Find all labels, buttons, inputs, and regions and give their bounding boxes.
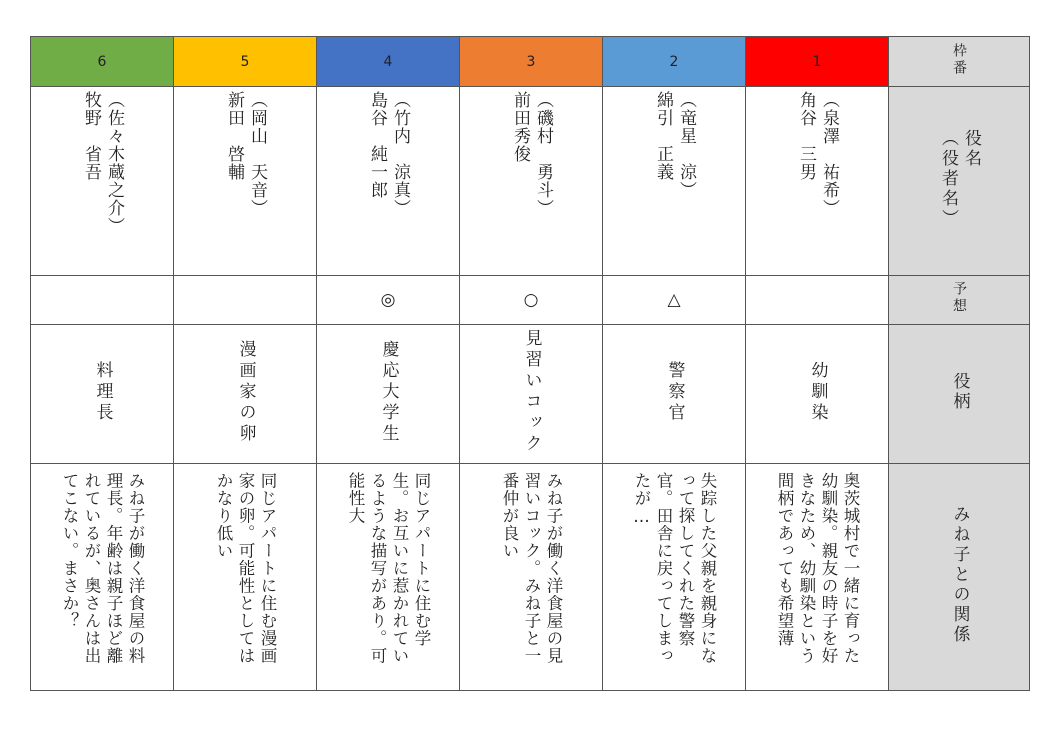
- frame-number: 5: [240, 53, 250, 70]
- header-relation-cell: [889, 464, 1030, 691]
- prediction-cell: [31, 276, 174, 325]
- actor-name: （泉澤 祐希）: [819, 91, 839, 217]
- role-text: 料理長: [92, 360, 113, 424]
- relation-cell: [31, 464, 174, 691]
- role-cell: [174, 325, 317, 464]
- actor-name: （竜星 涼）: [676, 91, 696, 199]
- relation-wrap: [174, 464, 316, 690]
- prediction-mark: ◎: [380, 290, 396, 310]
- prediction-row: [31, 276, 1030, 325]
- cast-wrap: [31, 87, 173, 275]
- role-text: 見習いコック: [521, 329, 542, 455]
- frame-number: 3: [526, 53, 536, 70]
- relation-text: みね子が働く洋食屋の料理長。年齢は親子ほど離れているが、奥さんは出てこない。まさか？: [60, 472, 145, 665]
- frame-number-cell: [603, 37, 746, 87]
- frame-number-cell: [460, 37, 603, 87]
- header-role-cell: [889, 325, 1030, 464]
- role-cell: [460, 325, 603, 464]
- relation-wrap: [460, 464, 602, 690]
- relation-cell: [746, 464, 889, 691]
- relation-wrap: [746, 464, 888, 690]
- role-row: [31, 325, 1030, 464]
- header-relation: みね子との関係: [949, 505, 970, 645]
- actor-name: （竹内 涼真）: [390, 91, 410, 217]
- cast-cell: [174, 87, 317, 276]
- cast-wrap: [460, 87, 602, 275]
- prediction-cell: [174, 276, 317, 325]
- header-prediction: 予想: [951, 280, 967, 315]
- relationship-table: [30, 36, 1030, 691]
- actor-name: （岡山 天音）: [247, 91, 267, 217]
- relation-text: 奥茨城村で一緒に育った幼馴染。親友の時子を好きなため、幼馴染という間柄であっても希望薄: [775, 472, 860, 665]
- relation-wrap: [317, 464, 459, 690]
- relation-wrap: [31, 464, 173, 690]
- frame-number-cell: [317, 37, 460, 87]
- header-prediction-cell: [889, 276, 1030, 325]
- role-text: 警察官: [664, 360, 685, 424]
- relation-cell: [460, 464, 603, 691]
- character-name: 綿引 正義: [653, 91, 673, 181]
- relation-text: 同じアパートに住む漫画家の卵。可能性としてはかなり低い: [214, 472, 277, 665]
- header-frame-cell: [889, 37, 1030, 87]
- cast-wrap: [603, 87, 745, 275]
- header-frame: 枠番: [951, 42, 967, 77]
- prediction-cell: [746, 276, 889, 325]
- frame-number-cell: [746, 37, 889, 87]
- cast-cell: [31, 87, 174, 276]
- character-name: 島谷 純一郎: [367, 91, 387, 199]
- relation-cell: [603, 464, 746, 691]
- relation-text: 失踪した父親を親身になって探してくれた警察官。田舎に戻ってしまったが…: [632, 472, 717, 665]
- character-name: 前田秀俊: [510, 91, 530, 163]
- prediction-cell: [460, 276, 603, 325]
- cast-wrap: [746, 87, 888, 275]
- role-cell: [317, 325, 460, 464]
- role-cell: [746, 325, 889, 464]
- cast-cell: [317, 87, 460, 276]
- relation-wrap: [603, 464, 745, 690]
- frame-number: 2: [669, 53, 679, 70]
- relation-row: [31, 464, 1030, 691]
- frame-number-cell: [174, 37, 317, 87]
- character-name: 牧野 省吾: [81, 91, 101, 181]
- prediction-mark: △: [667, 290, 681, 310]
- role-text: 幼馴染: [807, 360, 828, 424]
- cast-cell: [460, 87, 603, 276]
- relation-cell: [174, 464, 317, 691]
- cast-wrap: [174, 87, 316, 275]
- frame-number: 4: [383, 53, 393, 70]
- character-name: 新田 啓輔: [224, 91, 244, 181]
- character-name: 角谷 三男: [796, 91, 816, 181]
- header-role: 役柄: [949, 372, 970, 412]
- prediction-cell: [603, 276, 746, 325]
- relation-text: みね子が働く洋食屋の見習いコック。みね子と一番仲が良い: [500, 472, 563, 665]
- cast-cell: [746, 87, 889, 276]
- header-cast: 役名 （役者名）: [938, 129, 981, 229]
- cast-name-row: [31, 87, 1030, 276]
- cast-wrap: [317, 87, 459, 275]
- relation-cell: [317, 464, 460, 691]
- header-cast-cell: [889, 87, 1030, 276]
- prediction-mark: ○: [523, 290, 539, 310]
- relation-text: 同じアパートに住む学生。お互いに惹かれているような描写があり。可能性大: [346, 472, 431, 665]
- role-cell: [603, 325, 746, 464]
- frame-number: 1: [812, 53, 822, 70]
- actor-name: （佐々木蔵之介）: [104, 91, 124, 235]
- frame-number-cell: [31, 37, 174, 87]
- frame-number: 6: [97, 53, 107, 70]
- cast-cell: [603, 87, 746, 276]
- role-text: 漫画家の卵: [235, 339, 256, 445]
- frame-number-row: [31, 37, 1030, 87]
- actor-name: （磯村 勇斗）: [533, 91, 553, 217]
- prediction-cell: [317, 276, 460, 325]
- role-cell: [31, 325, 174, 464]
- role-text: 慶応大学生: [378, 339, 399, 445]
